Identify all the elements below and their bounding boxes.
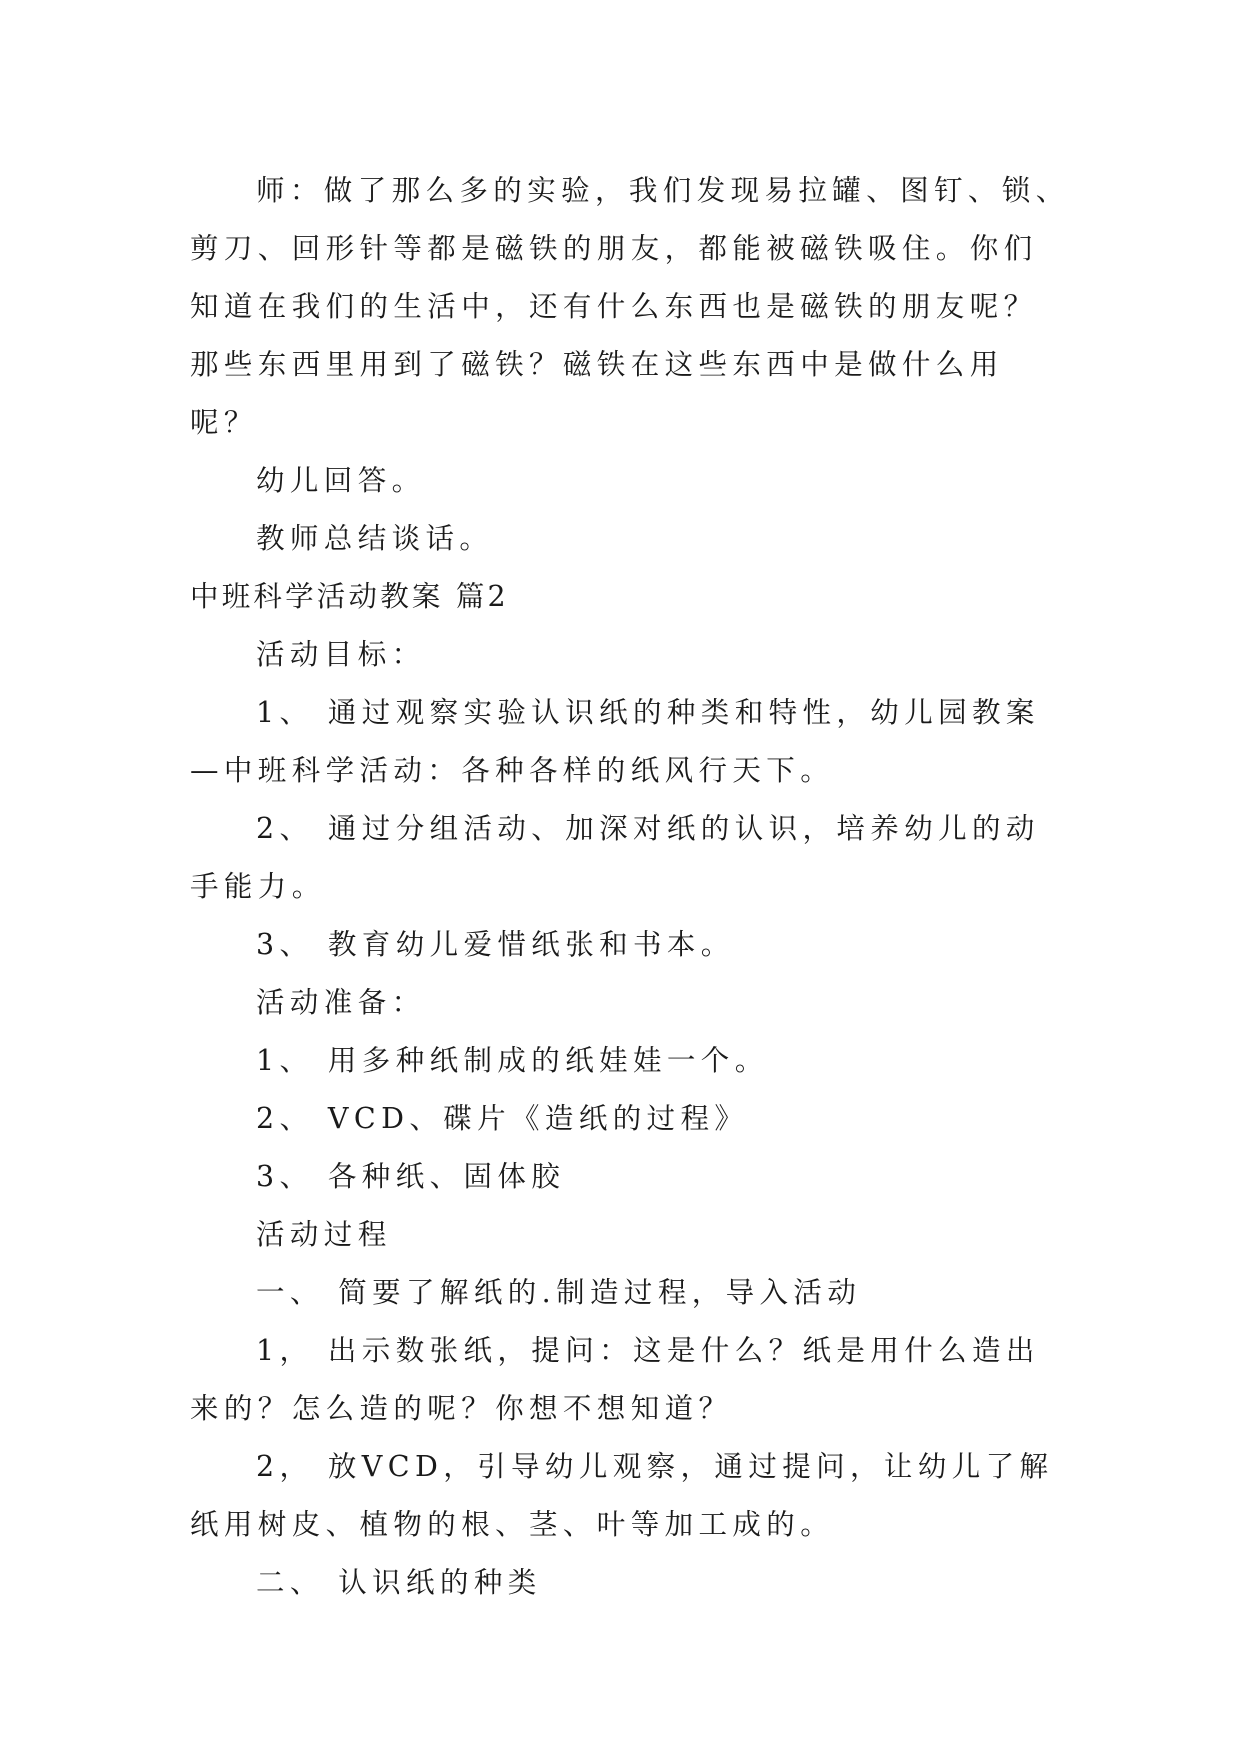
paragraph-process-label: 活动过程 (256, 1218, 392, 1251)
document-body (190, 162, 1070, 1612)
paragraph-step-one: 一、 简要了解纸的.制造过程，导入活动 (256, 1276, 862, 1309)
paragraph-prep-1: 1、 用多种纸制成的纸娃娃一个。 (256, 1044, 769, 1077)
paragraph-prep-3: 3、 各种纸、固体胶 (256, 1160, 566, 1193)
paragraph-prep-2: 2、 VCD、碟片《造纸的过程》 (256, 1102, 749, 1135)
paragraph-step-one-1: 1， 出示数张纸，提问：这是什么？纸是用什么造出来的？怎么造的呢？你想不想知道？ (190, 1334, 1040, 1425)
paragraph-prep-label: 活动准备： (256, 986, 426, 1019)
paragraph-goals-label: 活动目标： (256, 638, 426, 671)
paragraph-children-answer: 幼儿回答。 (256, 464, 426, 497)
paragraph-step-one-2: 2， 放VCD，引导幼儿观察，通过提问，让幼儿了解纸用树皮、植物的根、茎、叶等加工成的。 (190, 1450, 1054, 1541)
section-heading: 中班科学活动教案 篇2 (190, 580, 509, 613)
paragraph-goal-2: 2、 通过分组活动、加深对纸的认识，培养幼儿的动手能力。 (190, 812, 1040, 903)
paragraph-teacher-summary: 教师总结谈话。 (256, 522, 494, 555)
paragraph-teacher-question: 师：做了那么多的实验，我们发现易拉罐、图钉、锁、剪刀、回形针等都是磁铁的朋友，都能被磁铁吸住。你们知道在我们的生活中，还有什么东西也是磁铁的朋友呢？那些东西里用到了磁铁？磁铁在这些东西中是做什么用呢？ (190, 174, 1070, 439)
paragraph-goal-1: 1、 通过观察实验认识纸的种类和特性，幼儿园教案—中班科学活动：各种各样的纸风行天下。 (190, 696, 1040, 787)
paragraph-step-two: 二、 认识纸的种类 (256, 1566, 542, 1599)
paragraph-goal-3: 3、 教育幼儿爱惜纸张和书本。 (256, 928, 735, 961)
